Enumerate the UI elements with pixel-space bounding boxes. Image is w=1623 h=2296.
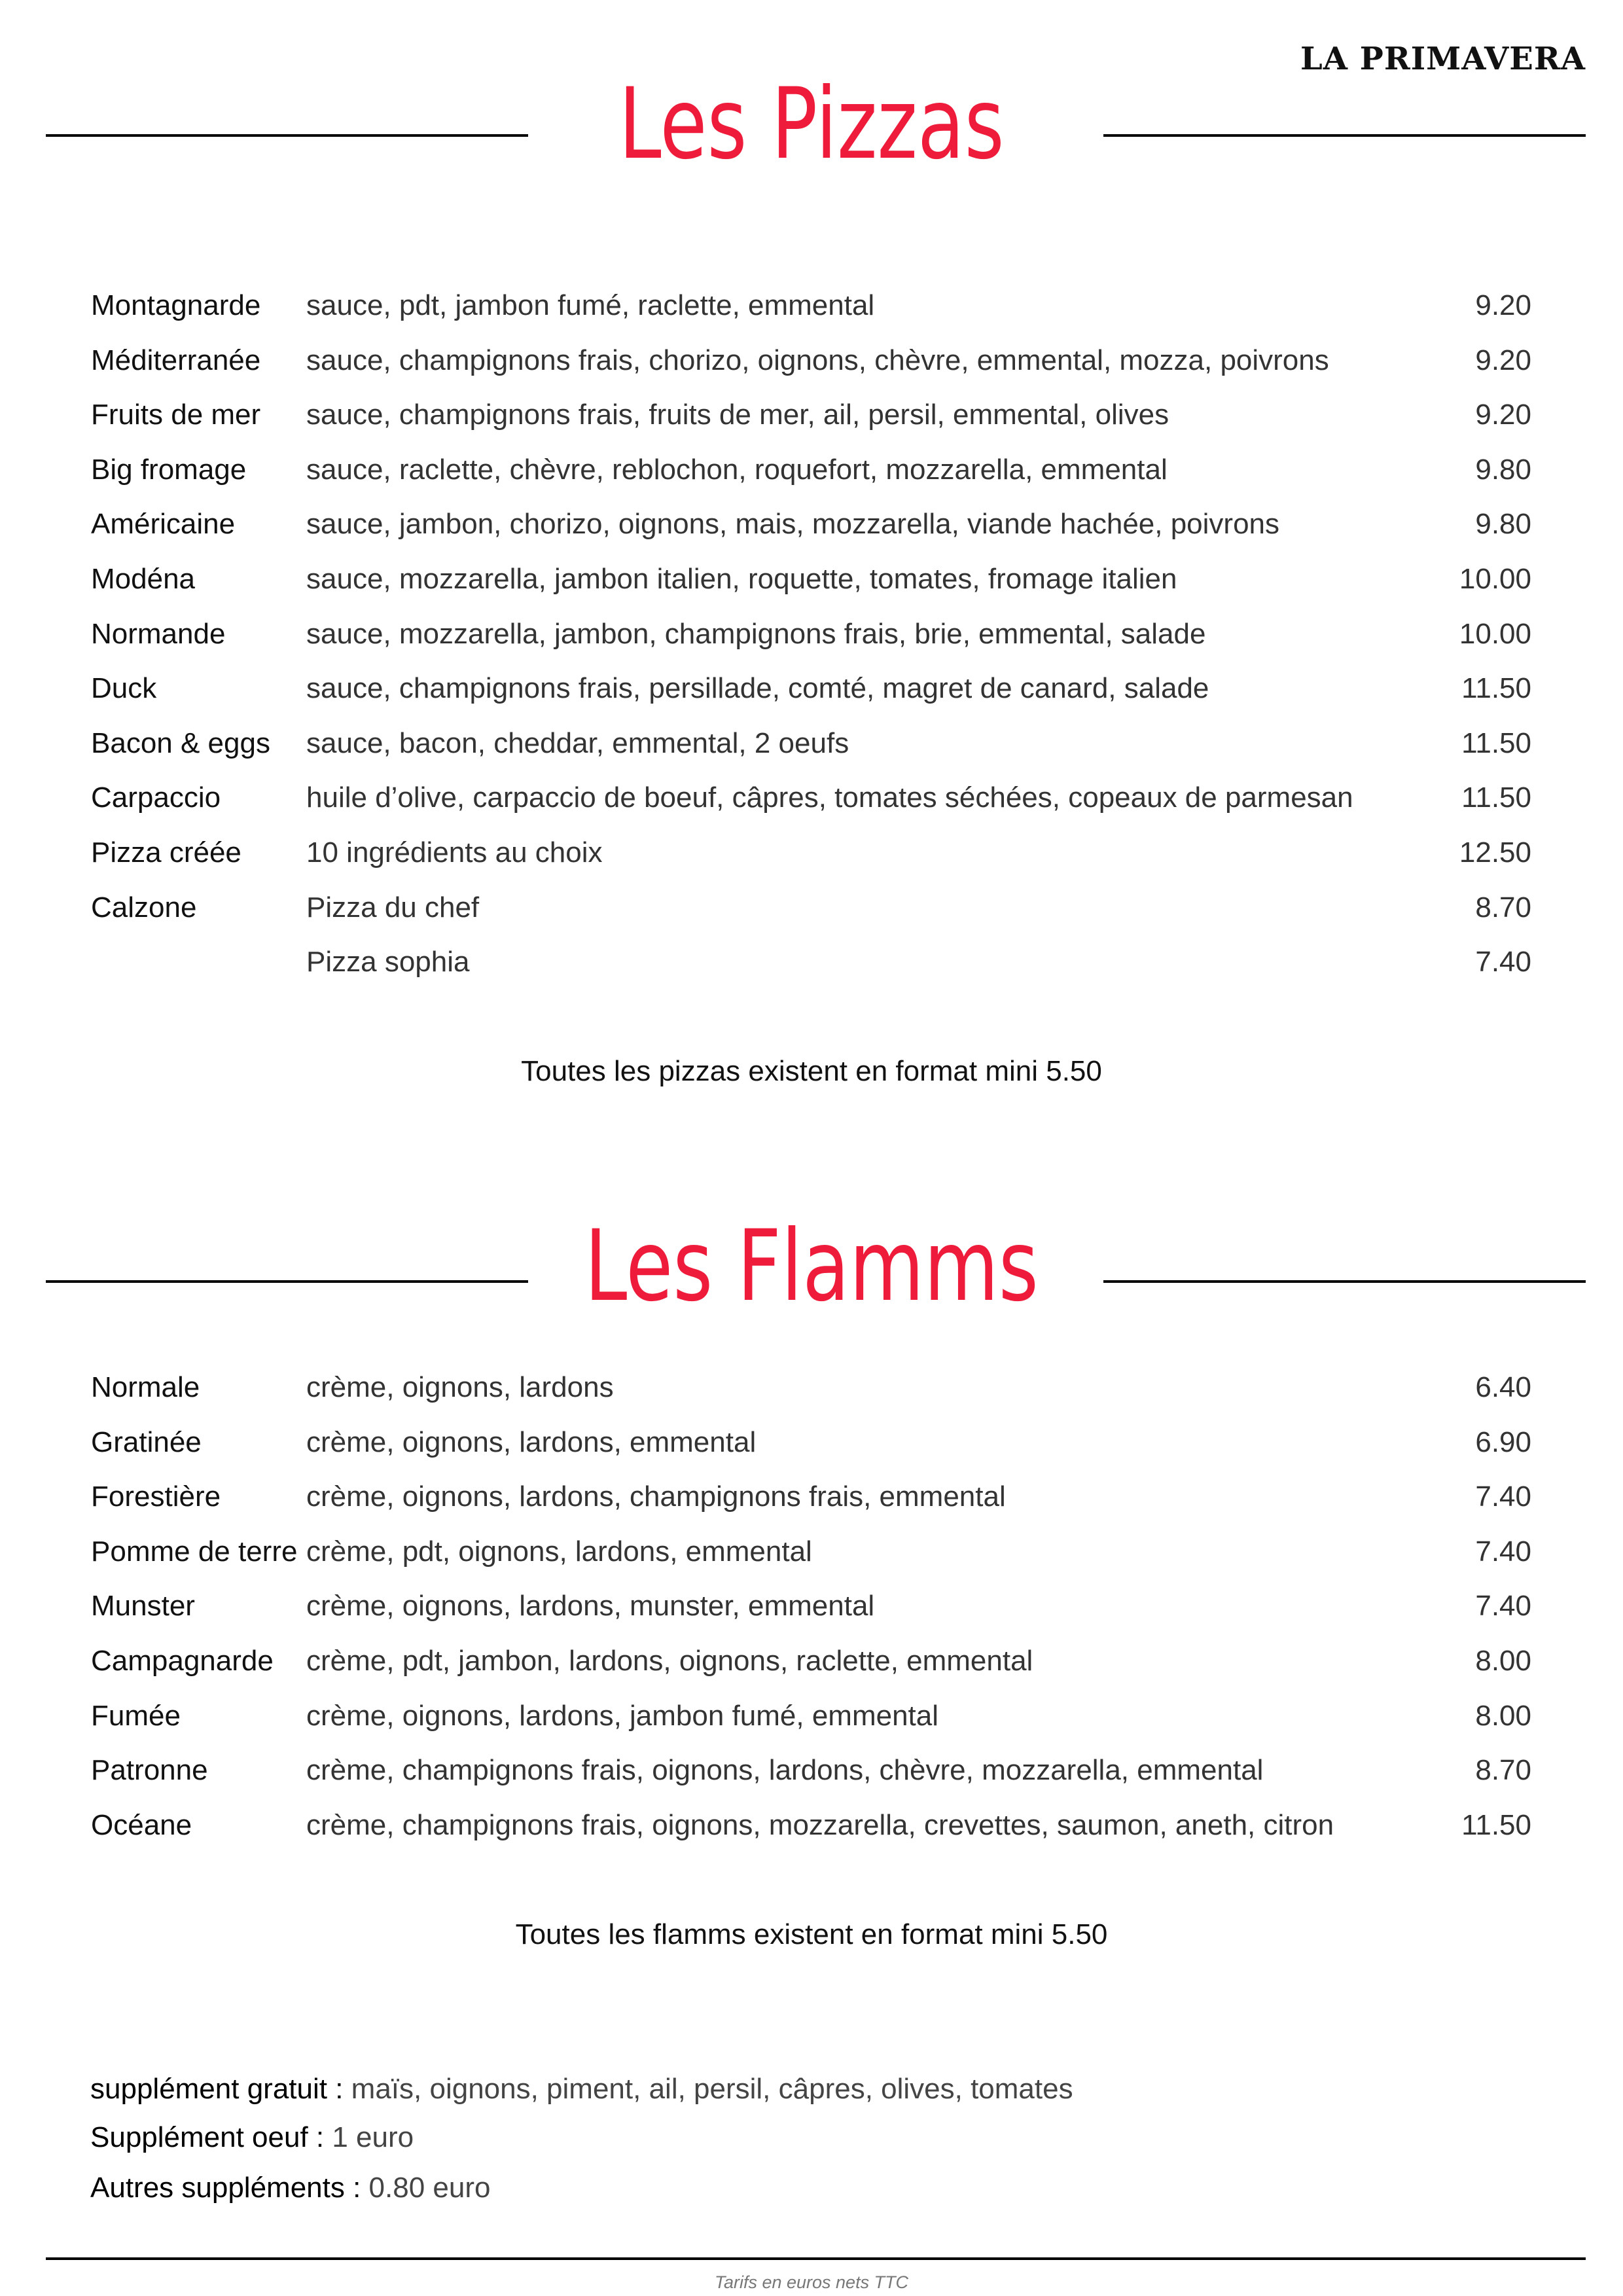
footer-note: Tarifs en euros nets TTC <box>714 2272 909 2292</box>
item-description: sauce, jambon, chorizo, oignons, mais, mozzarella, viande hachée, poivrons <box>306 508 1280 541</box>
item-price: 9.80 <box>1475 453 1531 486</box>
item-price: 9.80 <box>1475 508 1531 541</box>
item-name: Montagnarde <box>91 289 261 321</box>
menu-item <box>0 1423 1623 1462</box>
item-price: 8.00 <box>1475 1699 1531 1732</box>
item-description: sauce, champignons frais, fruits de mer, ail, persil, emmental, olives <box>306 399 1169 431</box>
item-name: Modéna <box>91 563 196 595</box>
item-description: crème, pdt, oignons, lardons, emmental <box>306 1535 812 1568</box>
supplement-egg <box>90 2118 414 2157</box>
menu-item <box>0 1806 1623 1845</box>
item-price: 12.50 <box>1459 836 1531 869</box>
item-name: Méditerranée <box>91 344 261 376</box>
item-description: sauce, champignons frais, persillade, comté, magret de canard, salade <box>306 672 1209 705</box>
supplement-label: Supplément oeuf : <box>90 2121 325 2153</box>
item-description: sauce, raclette, chèvre, reblochon, roquefort, mozzarella, emmental <box>306 453 1168 486</box>
pizzas-title: Les Pizzas <box>618 67 1005 181</box>
menu-item <box>0 888 1623 927</box>
item-price: 7.40 <box>1475 1535 1531 1568</box>
menu-item <box>0 1696 1623 1736</box>
item-description: crème, champignons frais, oignons, lardons, chèvre, mozzarella, emmental <box>306 1754 1264 1787</box>
item-name: Océane <box>91 1808 192 1841</box>
item-price: 8.00 <box>1475 1645 1531 1677</box>
item-price: 7.40 <box>1475 1590 1531 1623</box>
menu-item <box>0 833 1623 872</box>
item-price: 8.70 <box>1475 1754 1531 1787</box>
item-price: 8.70 <box>1475 891 1531 924</box>
item-name: Forestière <box>91 1480 221 1513</box>
item-description: Pizza sophia <box>306 946 470 978</box>
menu-item <box>0 1587 1623 1626</box>
supplement-value: maïs, oignons, piment, ail, persil, câpres, olives, tomates <box>343 2073 1073 2105</box>
menu-item <box>0 286 1623 325</box>
item-name: Pomme de terre <box>91 1535 298 1568</box>
supplement-label: Autres suppléments : <box>90 2172 361 2204</box>
menu-item <box>0 341 1623 380</box>
item-price: 9.20 <box>1475 399 1531 431</box>
menu-item <box>0 1368 1623 1407</box>
item-description: sauce, bacon, cheddar, emmental, 2 oeufs <box>306 726 849 759</box>
item-description: crème, oignons, lardons, jambon fumé, emmental <box>306 1699 939 1732</box>
menu-item <box>0 942 1623 982</box>
footer-divider <box>46 2257 1586 2260</box>
menu-item <box>0 1641 1623 1681</box>
item-name: Normale <box>91 1371 200 1403</box>
item-price: 9.20 <box>1475 344 1531 376</box>
item-price: 10.00 <box>1459 563 1531 595</box>
item-description: crème, oignons, lardons, munster, emmental <box>306 1590 875 1623</box>
item-description: huile d’olive, carpaccio de boeuf, câpres, tomates séchées, copeaux de parmesan <box>306 781 1353 814</box>
item-name: Normande <box>91 617 226 650</box>
brand-logo: LA PRIMAVERA <box>1300 41 1586 77</box>
item-price: 11.50 <box>1461 726 1531 759</box>
flamms-mini-note: Toutes les flamms existent en format mini 5.50 <box>515 1918 1108 1950</box>
item-name: Munster <box>91 1590 195 1623</box>
item-price: 9.20 <box>1475 289 1531 321</box>
item-price: 6.40 <box>1475 1371 1531 1403</box>
menu-item <box>0 395 1623 435</box>
item-description: crème, oignons, lardons, champignons frais, emmental <box>306 1480 1006 1513</box>
item-price: 6.90 <box>1475 1426 1531 1458</box>
menu-item <box>0 1751 1623 1790</box>
menu-item <box>0 560 1623 599</box>
item-name: Gratinée <box>91 1426 202 1458</box>
item-name: Calzone <box>91 891 197 924</box>
menu-item <box>0 724 1623 763</box>
item-name: Patronne <box>91 1754 208 1787</box>
item-description: crème, oignons, lardons <box>306 1371 614 1403</box>
item-name: Fruits de mer <box>91 399 261 431</box>
supplement-label: supplément gratuit : <box>90 2073 344 2105</box>
item-description: sauce, mozzarella, jambon, champignons frais, brie, emmental, salade <box>306 617 1206 650</box>
item-price: 11.50 <box>1461 781 1531 814</box>
item-name: Pizza créée <box>91 836 241 869</box>
item-price: 7.40 <box>1475 946 1531 978</box>
menu-item <box>0 450 1623 490</box>
item-price: 11.50 <box>1461 1808 1531 1841</box>
flamms-title: Les Flamms <box>584 1210 1039 1323</box>
item-name: Bacon & eggs <box>91 726 270 759</box>
item-price: 7.40 <box>1475 1480 1531 1513</box>
item-description: crème, champignons frais, oignons, mozzarella, crevettes, saumon, aneth, citron <box>306 1808 1334 1841</box>
item-description: sauce, champignons frais, chorizo, oignons, chèvre, emmental, mozza, poivrons <box>306 344 1329 376</box>
item-description: sauce, pdt, jambon fumé, raclette, emmental <box>306 289 875 321</box>
supplement-other <box>90 2168 490 2208</box>
supplement-value: 0.80 euro <box>361 2172 491 2204</box>
supplement-value: 1 euro <box>324 2121 414 2153</box>
item-price: 10.00 <box>1459 617 1531 650</box>
menu-item <box>0 615 1623 654</box>
item-name: Carpaccio <box>91 781 221 814</box>
menu-item <box>0 1477 1623 1516</box>
item-description: sauce, mozzarella, jambon italien, roquette, tomates, fromage italien <box>306 563 1177 595</box>
item-description: Pizza du chef <box>306 891 480 924</box>
pizzas-mini-note: Toutes les pizzas existent en format mini 5.50 <box>521 1055 1102 1087</box>
item-name: Fumée <box>91 1699 181 1732</box>
item-description: 10 ingrédients au choix <box>306 836 603 869</box>
supplement-free <box>90 2070 1073 2109</box>
menu-item <box>0 1532 1623 1571</box>
item-name: Duck <box>91 672 157 705</box>
menu-item <box>0 778 1623 817</box>
item-name: Campagnarde <box>91 1645 274 1677</box>
item-description: crème, pdt, jambon, lardons, oignons, raclette, emmental <box>306 1645 1033 1677</box>
item-name: Américaine <box>91 508 236 541</box>
item-price: 11.50 <box>1461 672 1531 705</box>
item-name: Big fromage <box>91 453 247 486</box>
menu-item <box>0 505 1623 544</box>
menu-item <box>0 669 1623 708</box>
item-description: crème, oignons, lardons, emmental <box>306 1426 757 1458</box>
